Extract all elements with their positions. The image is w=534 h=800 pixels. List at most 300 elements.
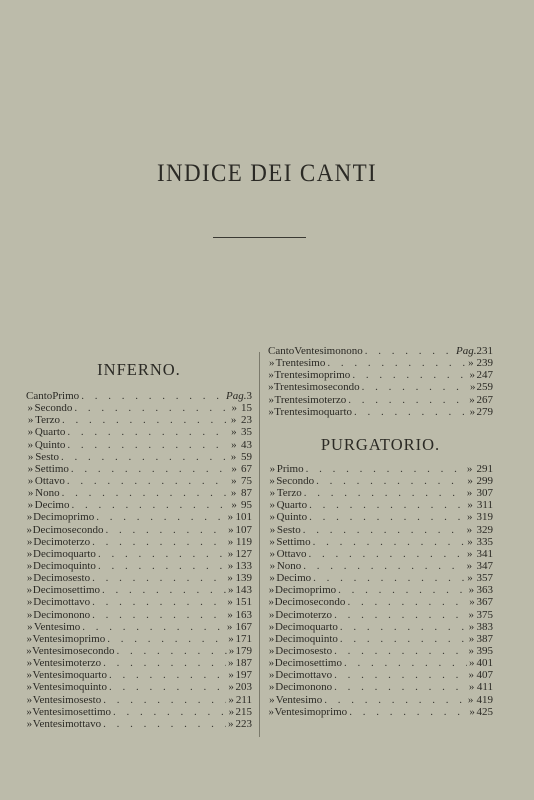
toc-entry — [26, 487, 252, 499]
dot-leader — [309, 511, 465, 523]
ditto-mark: » — [468, 681, 475, 694]
ditto-mark: » — [228, 644, 235, 657]
toc-entry — [268, 406, 493, 418]
dot-leader — [62, 487, 229, 499]
toc-entry — [268, 394, 493, 406]
ditto-mark: » — [269, 357, 275, 370]
column-divider — [259, 352, 260, 737]
dot-leader — [340, 621, 467, 633]
canto-name: Decimosesto — [33, 572, 91, 585]
canto-name: Decimoquarto — [274, 620, 338, 633]
toc-entry — [268, 369, 493, 381]
page-number: 411 — [476, 681, 493, 694]
ditto-mark: » — [26, 705, 32, 718]
canto-name: Ventesimottavo — [32, 717, 102, 730]
ditto-mark: » — [467, 535, 473, 548]
dot-leader — [102, 584, 226, 596]
dot-leader — [340, 633, 467, 645]
page-number: 375 — [476, 608, 493, 621]
ditto-mark: » — [269, 462, 276, 475]
dot-leader — [338, 584, 467, 596]
dot-leader — [71, 499, 229, 511]
canto-name: Ventesimosettimo — [32, 705, 112, 718]
right-column — [268, 345, 493, 718]
canto-name: Nono — [276, 559, 302, 572]
toc-entry — [268, 657, 493, 669]
page-number: 267 — [476, 393, 493, 406]
page-number: 197 — [235, 669, 252, 682]
ditto-mark: » — [27, 474, 34, 487]
ditto-mark: » — [27, 487, 34, 500]
page-number: 387 — [476, 632, 493, 645]
dot-leader — [354, 406, 468, 418]
ditto-mark: » — [468, 357, 474, 370]
page-number: 279 — [476, 405, 493, 418]
toc-entry — [268, 694, 493, 706]
dot-leader — [347, 596, 467, 608]
canto-name: Decimonono — [275, 681, 333, 694]
canto-name: Decimottavo — [275, 669, 333, 682]
canto-name: Decimosettimo — [32, 584, 101, 597]
ditto-mark: » — [468, 608, 474, 621]
ditto-mark: » — [27, 450, 34, 463]
page-number: 407 — [476, 669, 493, 682]
canto-name: Ventesimo — [275, 693, 323, 706]
dot-leader — [109, 681, 226, 693]
ditto-mark: » — [27, 499, 34, 512]
dot-leader — [117, 645, 227, 657]
dot-leader — [103, 657, 226, 669]
page-number: 299 — [476, 474, 493, 487]
toc-entry — [26, 524, 252, 536]
toc-entry — [268, 669, 493, 681]
canto-name: Ventesimoquinto — [32, 681, 107, 694]
ditto-mark: » — [269, 499, 276, 512]
toc-entry — [268, 463, 493, 475]
ditto-mark: » — [27, 438, 34, 451]
dot-leader — [67, 475, 229, 487]
dot-leader — [327, 357, 466, 369]
page-title: INDICE DEI CANTI — [156, 160, 378, 187]
canto-name: Quarto — [34, 426, 66, 439]
page-number: 133 — [235, 559, 252, 572]
dot-leader — [74, 402, 229, 414]
inferno-column — [26, 357, 252, 730]
canto-name: Secondo — [276, 474, 315, 487]
toc-entry — [26, 645, 252, 657]
ditto-mark: » — [469, 369, 475, 382]
ditto-mark: » — [26, 535, 33, 548]
ditto-mark: » — [269, 572, 275, 585]
toc-entry — [268, 487, 493, 499]
toc-entry — [268, 560, 493, 572]
ditto-mark: » — [230, 487, 237, 500]
page-number: 151 — [235, 596, 252, 609]
ditto-mark: » — [27, 620, 33, 633]
dot-leader — [334, 645, 466, 657]
ditto-mark: » — [468, 584, 475, 597]
toc-entry — [26, 390, 252, 402]
dot-leader — [334, 609, 466, 621]
page-number: 335 — [476, 535, 493, 548]
page-number: 75 — [241, 474, 252, 487]
ditto-mark: » — [470, 381, 476, 394]
ditto-mark: » — [228, 705, 235, 718]
ditto-mark: » — [268, 381, 274, 394]
toc-entry — [268, 645, 493, 657]
toc-entry — [26, 463, 252, 475]
ditto-mark: » — [26, 608, 33, 621]
canto-name: Ventesimoprimo — [274, 705, 348, 718]
ditto-mark: » — [268, 632, 275, 645]
ditto-mark: » — [230, 450, 237, 463]
toc-entry — [268, 345, 493, 357]
purgatorio-heading: PURGATORIO. — [320, 434, 441, 454]
canto-name: Decimoterzo — [33, 535, 91, 548]
ditto-mark: » — [228, 681, 234, 694]
page-number: 167 — [235, 620, 252, 633]
ditto-mark: » — [268, 644, 275, 657]
toc-entry — [268, 621, 493, 633]
ditto-mark: » — [26, 511, 33, 524]
page-number: 3 — [246, 390, 252, 402]
page-number: 425 — [476, 705, 493, 718]
ditto-mark: » — [269, 523, 276, 536]
dot-leader — [82, 621, 225, 633]
page-number: 179 — [235, 644, 253, 657]
ditto-mark: » — [469, 393, 475, 406]
ditto-mark: » — [466, 487, 473, 500]
toc-entry — [26, 681, 252, 693]
canto-name: Terzo — [276, 487, 302, 500]
page-number: 311 — [476, 499, 493, 512]
ditto-mark: » — [26, 644, 32, 657]
toc-entry — [268, 511, 493, 523]
page-number: 87 — [241, 487, 252, 500]
ditto-mark: » — [268, 681, 275, 694]
dot-leader — [309, 499, 465, 511]
page-number: 139 — [235, 572, 252, 585]
toc-entry — [268, 609, 493, 621]
title-rule — [213, 237, 306, 238]
canto-name: Ventesimoquarto — [32, 669, 107, 682]
page-number: 357 — [476, 572, 493, 585]
canto-name: Sesto — [276, 523, 301, 536]
ditto-mark: » — [231, 474, 237, 487]
canto-name: Sesto — [35, 450, 60, 463]
ditto-mark: » — [466, 523, 473, 536]
dot-leader — [352, 369, 467, 381]
toc-entry — [26, 560, 252, 572]
dot-leader — [306, 463, 465, 475]
ditto-mark: » — [26, 669, 32, 682]
ditto-mark: » — [469, 705, 475, 718]
ditto-mark: » — [26, 681, 32, 694]
canto-name: Decimosecondo — [274, 596, 346, 609]
page-abbrev: Pag. — [226, 390, 247, 402]
toc-entry — [268, 596, 493, 608]
page-number: 395 — [476, 644, 493, 657]
canto-name: Decimoprimo — [33, 511, 95, 524]
ditto-mark: » — [269, 547, 276, 560]
ditto-mark: » — [268, 657, 275, 670]
toc-entry — [26, 657, 252, 669]
toc-entry — [26, 694, 252, 706]
canto-name: Ventesimoterzo — [32, 657, 102, 670]
page-number: 211 — [235, 693, 252, 706]
canto-name: Quinto — [276, 511, 308, 524]
dot-leader — [304, 487, 465, 499]
toc-entry — [268, 706, 493, 718]
dot-leader — [365, 345, 454, 357]
dot-leader — [334, 681, 467, 693]
dot-leader — [349, 706, 467, 718]
ditto-mark: » — [268, 608, 275, 621]
ditto-mark: » — [26, 596, 33, 609]
ditto-mark: » — [231, 462, 237, 475]
ditto-mark: » — [26, 547, 33, 560]
ditto-mark: » — [466, 462, 473, 475]
ditto-mark: » — [268, 620, 275, 633]
ditto-mark: » — [26, 584, 33, 597]
page-number: 239 — [476, 357, 494, 370]
toc-entry — [26, 633, 252, 645]
toc-entry — [26, 596, 252, 608]
ditto-mark: » — [268, 705, 274, 718]
page-number: 419 — [476, 693, 493, 706]
dot-leader — [313, 572, 465, 584]
ditto-mark: » — [269, 511, 276, 524]
canto-name: Decimo — [276, 572, 312, 585]
toc-entry — [26, 414, 252, 426]
toc-entry — [26, 706, 252, 718]
dot-leader — [362, 381, 468, 393]
toc-entry — [26, 609, 252, 621]
dot-leader — [109, 669, 226, 681]
ditto-mark: » — [466, 547, 473, 560]
page-number: 223 — [235, 717, 252, 730]
page-number: 383 — [476, 620, 493, 633]
ditto-mark: » — [230, 414, 237, 427]
dot-leader — [67, 439, 229, 451]
dot-leader — [81, 390, 224, 402]
page-number: 259 — [476, 381, 493, 394]
canto-name: Secondo — [34, 402, 73, 415]
ditto-mark: » — [228, 523, 234, 536]
toc-entry — [26, 536, 252, 548]
canto-name: Decimonono — [33, 608, 91, 621]
page-number: 43 — [241, 438, 252, 451]
ditto-mark: » — [227, 547, 234, 560]
canto-name: Decimo — [34, 499, 70, 512]
ditto-mark: » — [226, 620, 233, 633]
canto-name: Ventesimonono — [294, 345, 363, 357]
canto-name: Quinto — [34, 438, 66, 451]
ditto-mark: » — [467, 511, 473, 524]
ditto-mark: » — [228, 669, 234, 682]
page-number: 367 — [476, 596, 493, 609]
page-number: 107 — [235, 523, 252, 536]
page-number: 143 — [235, 584, 252, 597]
dot-leader — [92, 609, 225, 621]
canto-name: Settimo — [276, 535, 311, 548]
ditto-mark: » — [27, 414, 34, 427]
page-number: 187 — [235, 657, 252, 670]
canto-label: Canto — [268, 345, 295, 357]
toc-entry — [268, 536, 493, 548]
dot-leader — [344, 657, 467, 669]
toc-entry — [26, 475, 252, 487]
canto-name: Terzo — [35, 414, 61, 427]
ditto-mark: » — [26, 559, 33, 572]
ditto-mark: » — [227, 559, 234, 572]
ditto-mark: » — [231, 426, 237, 439]
canto-name: Decimoterzo — [275, 608, 333, 621]
toc-entry — [26, 402, 252, 414]
dot-leader — [105, 524, 226, 536]
page-number: 127 — [235, 547, 252, 560]
dot-leader — [62, 414, 229, 426]
inferno-heading: INFERNO. — [97, 360, 181, 379]
toc-entry — [268, 633, 493, 645]
dot-leader — [103, 694, 226, 706]
canto-label: Canto — [26, 390, 53, 402]
dot-leader — [71, 463, 229, 475]
ditto-mark: » — [228, 632, 234, 645]
page-number: 247 — [476, 369, 493, 382]
page-number: 59 — [241, 450, 252, 463]
canto-name: Decimoprimo — [275, 584, 337, 597]
canto-name: Decimoquinto — [274, 632, 338, 645]
ditto-mark: » — [231, 402, 238, 415]
canto-name: Decimoquinto — [33, 559, 96, 572]
dot-leader — [92, 596, 225, 608]
canto-name: Decimosettimo — [274, 657, 342, 670]
canto-name: Ventesimo — [33, 620, 81, 633]
toc-entry — [26, 499, 252, 511]
ditto-mark: » — [26, 632, 32, 645]
page-number: 291 — [476, 462, 493, 475]
ditto-mark: » — [269, 693, 275, 706]
ditto-mark: » — [268, 369, 274, 382]
ditto-mark: » — [227, 511, 234, 524]
toc-entry — [26, 451, 252, 463]
ditto-mark: » — [469, 657, 475, 670]
toc-entry — [268, 572, 493, 584]
canto-name: Ventesimosecondo — [32, 644, 115, 657]
ditto-mark: » — [231, 499, 237, 512]
canto-name: Decimoquarto — [33, 547, 96, 560]
dot-leader — [309, 548, 465, 560]
dot-leader — [334, 669, 466, 681]
dot-leader — [61, 451, 229, 463]
page-number: 307 — [476, 487, 493, 500]
ditto-mark: » — [27, 402, 33, 415]
page-number: 363 — [476, 584, 493, 597]
canto-name: Nono — [35, 487, 60, 500]
ditto-mark: » — [228, 657, 234, 670]
canto-name: Ventesimoprimo — [32, 632, 106, 645]
page-number: 67 — [241, 462, 252, 475]
ditto-mark: » — [27, 462, 34, 475]
dot-leader — [92, 572, 225, 584]
toc-entry — [26, 548, 252, 560]
ditto-mark: » — [467, 499, 473, 512]
ditto-mark: » — [227, 584, 234, 597]
page-number: 215 — [235, 705, 252, 718]
ditto-mark: » — [468, 669, 474, 682]
dot-leader — [324, 694, 466, 706]
page-number: 401 — [476, 657, 493, 670]
page-number: 203 — [235, 681, 252, 694]
toc-entry — [26, 718, 252, 730]
ditto-mark: » — [468, 632, 475, 645]
ditto-mark: » — [269, 559, 276, 572]
ditto-mark: » — [269, 474, 275, 487]
page-number: 319 — [476, 511, 493, 524]
ditto-mark: » — [268, 596, 275, 609]
ditto-mark: » — [26, 693, 33, 706]
toc-entry — [268, 548, 493, 560]
page-number: 35 — [241, 426, 252, 439]
ditto-mark: » — [228, 717, 234, 730]
ditto-mark: » — [227, 608, 233, 621]
ditto-mark: » — [469, 405, 476, 418]
ditto-mark: » — [26, 717, 33, 730]
ditto-mark: » — [467, 693, 474, 706]
ditto-mark: » — [469, 596, 475, 609]
toc-entry — [26, 572, 252, 584]
page-number: 95 — [241, 499, 252, 512]
canto-name: Trentesimoprimo — [274, 369, 351, 382]
canto-name: Trentesimo — [275, 357, 326, 370]
ditto-mark: » — [268, 584, 275, 597]
purgatorio-list — [268, 463, 493, 718]
ditto-mark: » — [468, 620, 475, 633]
dot-leader — [348, 394, 467, 406]
canto-name: Trentesimoterzo — [274, 393, 347, 406]
canto-name: Decimosecondo — [32, 523, 104, 536]
ditto-mark: » — [227, 535, 234, 548]
toc-entry — [268, 381, 493, 393]
page-number: 101 — [235, 511, 252, 524]
toc-entry — [268, 584, 493, 596]
page-number: 119 — [235, 535, 253, 548]
toc-entry — [26, 584, 252, 596]
inferno-continued-list — [268, 345, 493, 418]
toc-entry — [26, 439, 252, 451]
ditto-mark: » — [268, 669, 275, 682]
dot-leader — [103, 718, 226, 730]
dot-leader — [92, 536, 226, 548]
dot-leader — [107, 633, 226, 645]
dot-leader — [303, 560, 464, 572]
toc-entry — [268, 475, 493, 487]
dot-leader — [98, 560, 226, 572]
toc-entry — [26, 511, 252, 523]
toc-entry — [268, 681, 493, 693]
page-number: 329 — [476, 523, 493, 536]
canto-name: Trentesimosecondo — [273, 381, 360, 394]
ditto-mark: » — [228, 693, 234, 706]
page-number: 163 — [235, 608, 252, 621]
canto-name: Primo — [276, 462, 304, 475]
ditto-mark: » — [231, 438, 237, 451]
ditto-mark: » — [468, 644, 474, 657]
dot-leader — [316, 475, 465, 487]
dot-leader — [67, 426, 229, 438]
ditto-mark: » — [26, 657, 33, 670]
